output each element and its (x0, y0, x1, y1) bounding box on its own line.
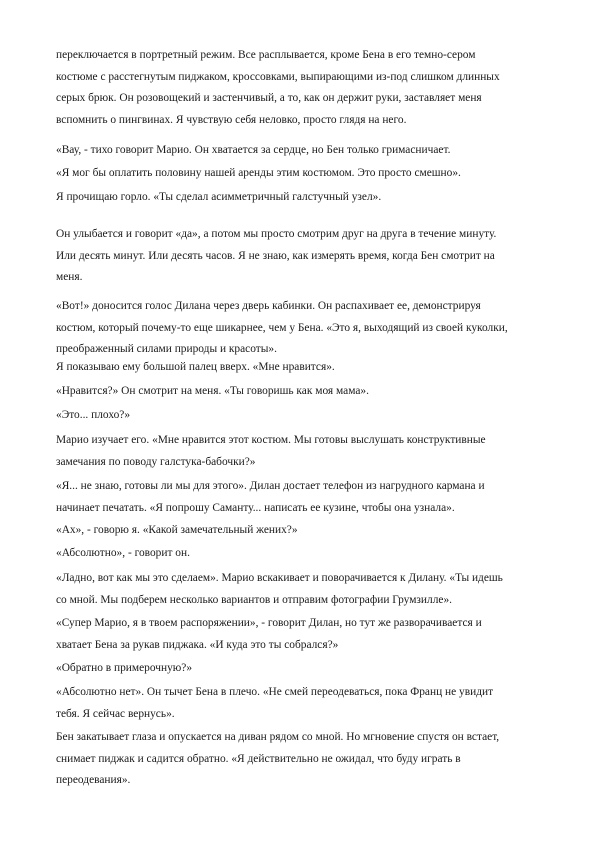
paragraph (56, 140, 546, 162)
text-line: «Нравится?» Он смотрит на меня. «Ты говоришь как моя мама». (56, 385, 369, 397)
text-line: Я показываю ему большой палец вверх. «Мне нравится». (56, 361, 335, 373)
text-line: Я прочищаю горло. «Ты сделал асимметричный галстучный узел». (56, 191, 382, 203)
text-line: начинает печатать. «Я попрошу Саманту... написать ее кузине, чтобы она узнала». (56, 501, 455, 514)
paragraph (56, 568, 546, 611)
text-line: Он улыбается и говорит «да», а потом мы просто смотрим друг на друга в течение минуту. (56, 228, 497, 240)
text-line: «Супер Марио, я в твоем распоряжении», - говорит Дилан, но тут же разворачивается и (56, 617, 482, 629)
text-line: преображенный силами природы и красоты». (56, 343, 277, 355)
paragraph (56, 682, 546, 725)
text-line: «Абсолютно», - говорит он. (56, 547, 190, 559)
paragraph (56, 187, 546, 209)
paragraph (56, 357, 546, 379)
paragraph (56, 405, 546, 427)
text-line: «Это... плохо?» (56, 409, 131, 421)
text-line: серых брюк. Он розовощекий и застенчивый, а то, как он держит руки, заставляет меня (56, 92, 482, 104)
paragraph (56, 296, 546, 361)
text-line: Бен закатывает глаза и опускается на диван рядом со мной. Но мгновение спустя он встает, (56, 731, 500, 743)
paragraph (56, 163, 546, 185)
text-line: «Абсолютно нет». Он тычет Бена в плечо. «Не смей переодеваться, пока Франц не увидит (56, 686, 494, 698)
text-line: со мной. Мы подберем несколько вариантов и отправим фотографии Грумзилле». (56, 593, 452, 606)
text-line: переключается в портретный режим. Все расплывается, кроме Бена в его темно-сером (56, 49, 476, 61)
text-line: «Я мог бы оплатить половину нашей аренды этим костюмом. Это просто смешно». (56, 167, 461, 179)
paragraph (56, 658, 546, 680)
paragraph (56, 520, 546, 542)
paragraph (56, 476, 546, 519)
text-line: снимает пиджак и садится обратно. «Я действительно не ожидал, что буду играть в (56, 752, 461, 765)
paragraph (56, 430, 546, 473)
text-line: «Обратно в примерочную?» (56, 662, 193, 674)
text-line: «Вау, - тихо говорит Марио. Он хватается за сердце, но Бен только гримасничает. (56, 144, 451, 156)
text-line: «Вот!» доносится голос Дилана через дверь кабинки. Он распахивает ее, демонстрируя (56, 300, 481, 312)
text-line: костюм, который почему-то еще шикарнее, чем у Бена. «Это я, выходящий из своей куколки, (56, 321, 508, 334)
text-line: тебя. Я сейчас вернусь». (56, 707, 175, 720)
text-line: костюме с расстегнутым пиджаком, кроссовками, выпирающими из-под слишком длинных (56, 70, 500, 83)
text-line: Марио изучает его. «Мне нравится этот костюм. Мы готовы выслушать конструктивные (56, 434, 486, 446)
text-line: меня. (56, 271, 83, 283)
text-line: вспомнить о пингвинах. Я чувствую себя неловко, просто глядя на него. (56, 113, 407, 126)
text-line: замечания по поводу галстука-бабочки?» (56, 455, 256, 468)
paragraph (56, 224, 546, 289)
text-line: переодевания». (56, 774, 131, 786)
paragraph (56, 543, 546, 565)
text-line: «Я... не знаю, готовы ли мы для этого». Дилан достает телефон из нагрудного кармана и (56, 480, 485, 492)
text-line: «Ладно, вот как мы это сделаем». Марио вскакивает и поворачивается к Дилану. «Ты идешь (56, 572, 503, 584)
paragraph (56, 613, 546, 656)
text-line: хватает Бена за рукав пиджака. «И куда это ты собрался?» (56, 638, 339, 651)
paragraph (56, 381, 546, 403)
paragraph (56, 727, 546, 792)
paragraph (56, 45, 546, 131)
text-line: «Ах», - говорю я. «Какой замечательный жених?» (56, 524, 298, 536)
text-line: Или десять минут. Или десять часов. Я не знаю, как измерять время, когда Бен смотрит на (56, 249, 495, 262)
